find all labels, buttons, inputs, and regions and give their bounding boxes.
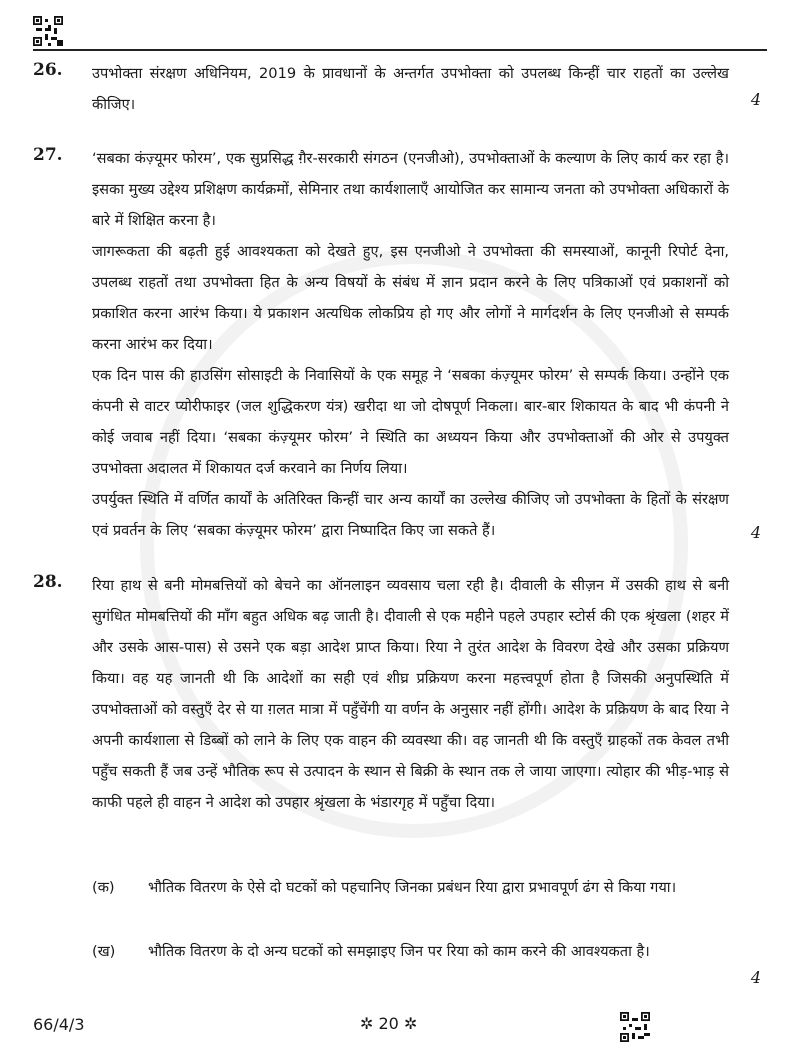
header-rule [33,49,767,51]
question-text [92,143,729,546]
subpart-label: (ख) [92,943,116,960]
question-paragraph: रिया हाथ से बनी मोमबत्तियों को बेचने का ऑनलाइन व्यवसाय चला रही है। दीवाली के सीज़न में उसकी हाथ से बनी सुगंधित मोमबत्तियों की माँग बहुत अधिक बढ़ जाती है। दीवाली से एक महीने पहले उपहार स्टोर्स की एक श्रृंखला (शहर में और उसके आस-पास) से उसने एक बड़ा आदेश प्राप्त किया। रिया ने तुरंत आदेश के विवरण देखे और उसका प्रक्रियण किया। वह यह जानती थी कि आदेशों का सही एवं शीघ्र प्रक्रियण करना महत्त्वपूर्ण होता है जिसकी अनुपस्थिति में उपभोक्ताओं को वस्तुएँ देर से या ग़लत मात्रा में पहुँचेंगी या वर्णन के अनुसार नहीं होंगी। आदेश के प्रक्रियण के बाद रिया ने अपनी कार्यशाला से डिब्बों को लाने के लिए एक वाहन की व्यवस्था की। वह जानती थी कि वस्तुएँ ग्राहकों तक केवल तभी पहुँच सकती हैं जब उन्हें भौतिक रूप से उत्पादन के स्थान से बिक्री के स्थान तक ले जाया जाएगा। त्योहार की भीड़-भाड़ से काफी पहले ही वाहन ने आदेश को उपहार श्रृंखला के भंडारगृह में पहुँचा दिया। [92,577,729,811]
question-paragraph: उपभोक्ता संरक्षण अधिनियम, 2019 के प्रावधानों के अन्तर्गत उपभोक्ता को उपलब्ध किन्हीं चार राहतों का उल्लेख कीजिए। [92,65,729,113]
qr-code-icon [620,1012,650,1042]
question-number: 27. [33,145,63,165]
marks-label: 4 [750,968,761,987]
paper-code: 66/4/3 [33,1015,85,1034]
subpart-text: भौतिक वितरण के दो अन्य घटकों को समझाइए जिन पर रिया को काम करने की आवश्यकता है। [148,943,650,960]
qr-code-icon [33,16,63,46]
question-paragraph: जागरूकता की बढ़ती हुई आवश्यकता को देखते हुए, इस एनजीओ ने उपभोक्ता की समस्याओं, कानूनी रिपोर्ट देना, उपलब्ध राहतों तथा उपभोक्ता हित के अन्य विषयों के संबंध में ज्ञान प्रदान करने के लिए पत्रिकाओं एवं प्रकाशनों को प्रकाशित करना आरंभ किया। ये प्रकाशन अत्यधिक लोकप्रिय हो गए और लोगों ने मार्गदर्शन के लिए एनजीओ से सम्पर्क करना आरंभ कर दिया। [92,243,729,353]
subpart-text: भौतिक वितरण के ऐसे दो घटकों को पहचानिए जिनका प्रबंधन रिया द्वारा प्रभावपूर्ण ढंग से किया गया। [148,879,677,896]
question-text [92,570,729,818]
subpart-label: (क) [92,879,115,896]
question-paragraph: एक दिन पास की हाउसिंग सोसाइटी के निवासियों के एक समूह ने ‘सबका कंज़्यूमर फोरम’ से सम्पर्क किया। उन्होंने एक कंपनी से वाटर प्योरीफाइर (जल शुद्धिकरण यंत्र) खरीदा था जो दोषपूर्ण निकला। बार-बार शिकायत के बाद भी कंपनी ने कोई जवाब नहीं दिया। ‘सबका कंज़्यूमर फोरम’ ने स्थिति का अध्ययन किया और उपभोक्ताओं की ओर से उपयुक्त उपभोक्ता अदालत में शिकायत दर्ज करवाने का निर्णय लिया। [92,367,729,477]
page-number: ✲ 20 ✲ [360,1014,418,1033]
marks-label: 4 [750,90,761,109]
question-paragraph: उपर्युक्त स्थिति में वर्णित कार्यों के अतिरिक्त किन्हीं चार अन्य कार्यों का उल्लेख कीजिए जो उपभोक्ता के हितों के संरक्षण एवं प्रवर्तन के लिए ‘सबका कंज़्यूमर फोरम’ द्वारा निष्पादित किए जा सकते हैं। [92,491,729,539]
question-text [92,58,729,120]
question-number: 28. [33,572,63,592]
question-number: 26. [33,60,63,80]
question-paragraph: ‘सबका कंज़्यूमर फोरम’, एक सुप्रसिद्ध ग़ैर-सरकारी संगठन (एनजीओ), उपभोक्ताओं के कल्याण के लिए कार्य कर रहा है। इसका मुख्य उद्देश्य प्रशिक्षण कार्यक्रमों, सेमिनार तथा कार्यशालाएँ आयोजित कर सामान्य जनता को उपभोक्ता अधिकारों के बारे में शिक्षित करना है। [92,150,729,229]
marks-label: 4 [750,523,761,542]
